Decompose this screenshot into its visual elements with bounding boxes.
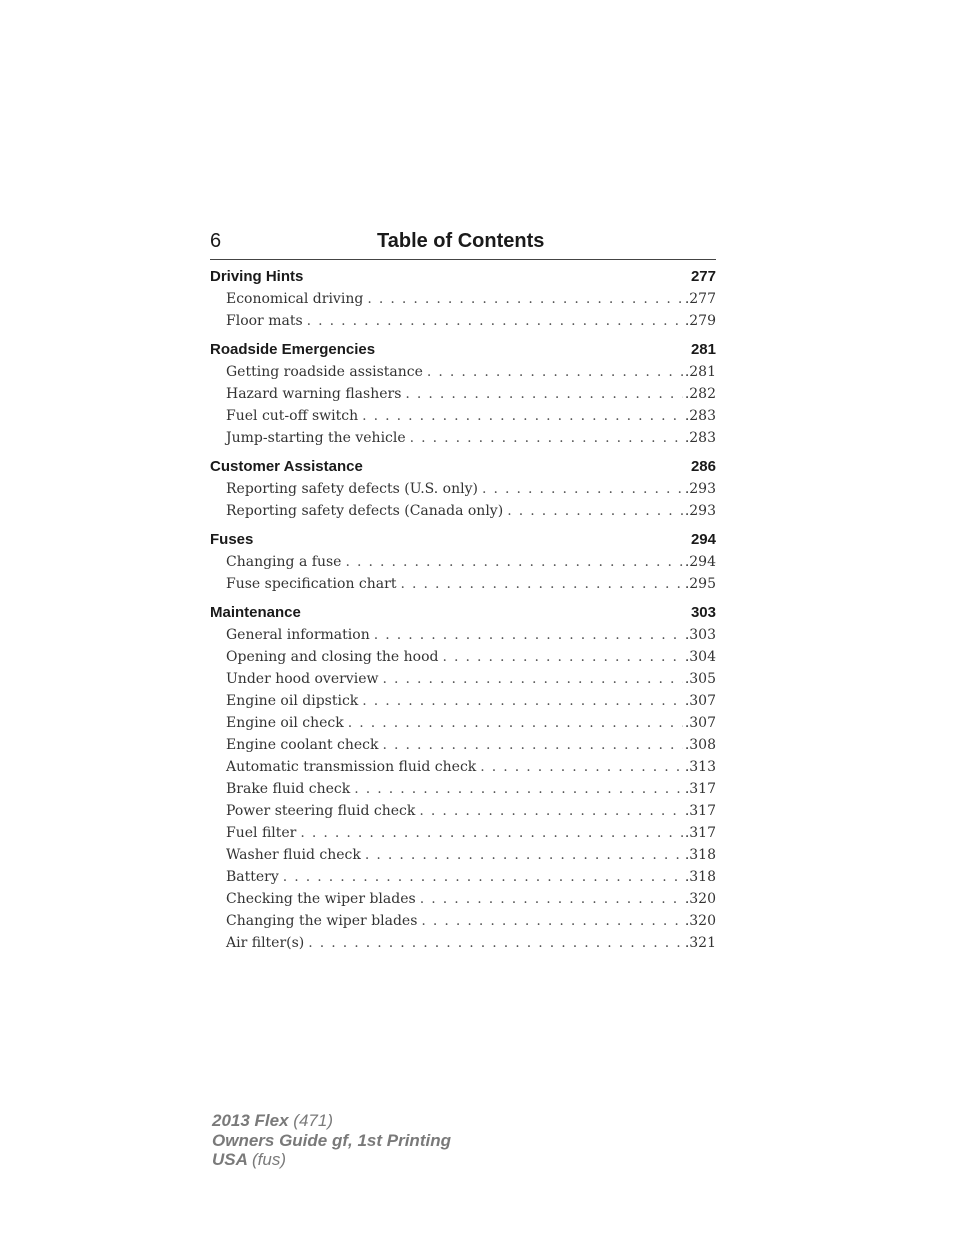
section-page: 294 xyxy=(690,531,716,548)
page-number: 6 xyxy=(210,230,222,252)
entry-page: .295 xyxy=(684,576,716,592)
section-page: 286 xyxy=(690,458,716,475)
entry-label: Jump-starting the vehicle xyxy=(226,430,406,446)
footer-market: USA xyxy=(212,1150,248,1169)
entry-label: Changing a fuse xyxy=(226,554,342,570)
dot-leader xyxy=(300,822,682,844)
entry-label: Changing the wiper blades xyxy=(226,913,418,929)
entry-label: Fuse specification chart xyxy=(226,576,397,592)
toc-entry[interactable] xyxy=(210,778,716,800)
toc-entry[interactable] xyxy=(210,361,716,383)
dot-leader xyxy=(382,668,682,690)
toc-entry[interactable] xyxy=(210,310,716,332)
footer-line-market xyxy=(212,1150,451,1170)
section-title: Roadside Emergencies xyxy=(210,341,376,358)
toc-section-heading[interactable] xyxy=(210,602,716,624)
toc-entry[interactable] xyxy=(210,910,716,932)
dot-leader xyxy=(480,756,683,778)
dot-leader xyxy=(400,573,682,595)
entry-label: Air filter(s) xyxy=(226,935,305,951)
entry-label: Checking the wiper blades xyxy=(226,891,416,907)
entry-label: Floor mats xyxy=(226,313,303,329)
dot-leader xyxy=(410,427,683,449)
entry-label: General information xyxy=(226,627,370,643)
toc-entry[interactable] xyxy=(210,932,716,954)
entry-label: Opening and closing the hood xyxy=(226,649,439,665)
footer-market-code: (fus) xyxy=(252,1150,286,1169)
toc-entry[interactable] xyxy=(210,405,716,427)
toc-section xyxy=(210,266,716,332)
entry-page: .307 xyxy=(684,715,716,731)
entry-label: Engine oil check xyxy=(226,715,344,731)
toc-section-heading[interactable] xyxy=(210,339,716,361)
entry-page: .318 xyxy=(684,869,716,885)
dot-leader xyxy=(283,866,683,888)
dot-leader xyxy=(367,288,683,310)
entry-label: Under hood overview xyxy=(226,671,379,687)
toc-entry[interactable] xyxy=(210,383,716,405)
dot-leader xyxy=(420,888,683,910)
entry-page: .320 xyxy=(684,891,716,907)
toc-entry[interactable] xyxy=(210,800,716,822)
entry-label: Battery xyxy=(226,869,279,885)
entry-label: Automatic transmission fluid check xyxy=(226,759,477,775)
section-page: 281 xyxy=(690,341,716,358)
footer-line-model xyxy=(212,1111,451,1131)
section-title: Customer Assistance xyxy=(210,458,363,475)
entry-label: Economical driving xyxy=(226,291,364,307)
dot-leader xyxy=(421,910,682,932)
toc-section xyxy=(210,529,716,595)
entry-page: .304 xyxy=(684,649,716,665)
dot-leader xyxy=(348,712,683,734)
section-title: Driving Hints xyxy=(210,268,304,285)
entry-label: Fuel cut-off switch xyxy=(226,408,359,424)
page-footer xyxy=(212,1111,451,1170)
toc-section-heading[interactable] xyxy=(210,456,716,478)
entry-page: .293 xyxy=(684,481,716,497)
entry-label: Washer fluid check xyxy=(226,847,361,863)
entry-page: .317 xyxy=(684,781,716,797)
toc-entry[interactable] xyxy=(210,844,716,866)
page-title: Table of Contents xyxy=(377,230,545,252)
entry-page: .305 xyxy=(684,671,716,687)
dot-leader xyxy=(419,800,682,822)
entry-page: .303 xyxy=(684,627,716,643)
toc-section xyxy=(210,456,716,522)
toc-entry[interactable] xyxy=(210,646,716,668)
toc-entry[interactable] xyxy=(210,624,716,646)
section-page: 277 xyxy=(690,268,716,285)
toc-entry[interactable] xyxy=(210,551,716,573)
dot-leader xyxy=(308,932,683,954)
section-page: 303 xyxy=(690,604,716,621)
entry-label: Hazard warning flashers xyxy=(226,386,402,402)
entry-label: Power steering fluid check xyxy=(226,803,416,819)
dot-leader xyxy=(362,405,683,427)
footer-model: 2013 Flex xyxy=(212,1111,289,1130)
dot-leader xyxy=(354,778,683,800)
entry-label: Getting roadside assistance xyxy=(226,364,423,380)
entry-page: .317 xyxy=(684,803,716,819)
toc-entry[interactable] xyxy=(210,690,716,712)
toc-entry[interactable] xyxy=(210,888,716,910)
toc-entry[interactable] xyxy=(210,734,716,756)
entry-page: .313 xyxy=(684,759,716,775)
entry-page: .283 xyxy=(684,408,716,424)
toc-entry[interactable] xyxy=(210,427,716,449)
dot-leader xyxy=(507,500,683,522)
toc-entry[interactable] xyxy=(210,573,716,595)
entry-page: .282 xyxy=(684,386,716,402)
dot-leader xyxy=(405,383,682,405)
toc-section-heading[interactable] xyxy=(210,266,716,288)
entry-page: .318 xyxy=(684,847,716,863)
entry-page: .277 xyxy=(684,291,716,307)
entry-label: Reporting safety defects (Canada only) xyxy=(226,503,504,519)
entry-page: .320 xyxy=(684,913,716,929)
toc-entry[interactable] xyxy=(210,866,716,888)
table-of-contents xyxy=(210,266,716,961)
dot-leader xyxy=(365,844,683,866)
page-header xyxy=(210,228,716,260)
dot-leader xyxy=(374,624,683,646)
toc-section-heading[interactable] xyxy=(210,529,716,551)
entry-page: .293 xyxy=(684,503,716,519)
dot-leader xyxy=(383,734,683,756)
footer-line-guide: Owners Guide gf, 1st Printing xyxy=(212,1130,451,1150)
toc-section xyxy=(210,339,716,449)
entry-page: .321 xyxy=(684,935,716,951)
dot-leader xyxy=(362,690,683,712)
entry-label: Fuel filter xyxy=(226,825,297,841)
toc-entry[interactable] xyxy=(210,712,716,734)
entry-page: .317 xyxy=(684,825,716,841)
section-title: Maintenance xyxy=(210,604,301,621)
toc-entry[interactable] xyxy=(210,668,716,690)
entry-label: Brake fluid check xyxy=(226,781,351,797)
section-title: Fuses xyxy=(210,531,254,548)
entry-label: Engine oil dipstick xyxy=(226,693,359,709)
toc-entry[interactable] xyxy=(210,500,716,522)
entry-page: .308 xyxy=(684,737,716,753)
dot-leader xyxy=(442,646,682,668)
footer-model-code: (471) xyxy=(293,1111,333,1130)
entry-page: .279 xyxy=(684,313,716,329)
dot-leader xyxy=(345,551,682,573)
entry-page: .307 xyxy=(684,693,716,709)
toc-entry[interactable] xyxy=(210,822,716,844)
dot-leader xyxy=(307,310,683,332)
entry-page: .281 xyxy=(684,364,716,380)
toc-entry[interactable] xyxy=(210,478,716,500)
dot-leader xyxy=(427,361,683,383)
dot-leader xyxy=(482,478,683,500)
toc-section xyxy=(210,602,716,954)
entry-page: .283 xyxy=(684,430,716,446)
entry-label: Engine coolant check xyxy=(226,737,379,753)
entry-page: .294 xyxy=(684,554,716,570)
toc-entry[interactable] xyxy=(210,756,716,778)
toc-entry[interactable] xyxy=(210,288,716,310)
entry-label: Reporting safety defects (U.S. only) xyxy=(226,481,478,497)
